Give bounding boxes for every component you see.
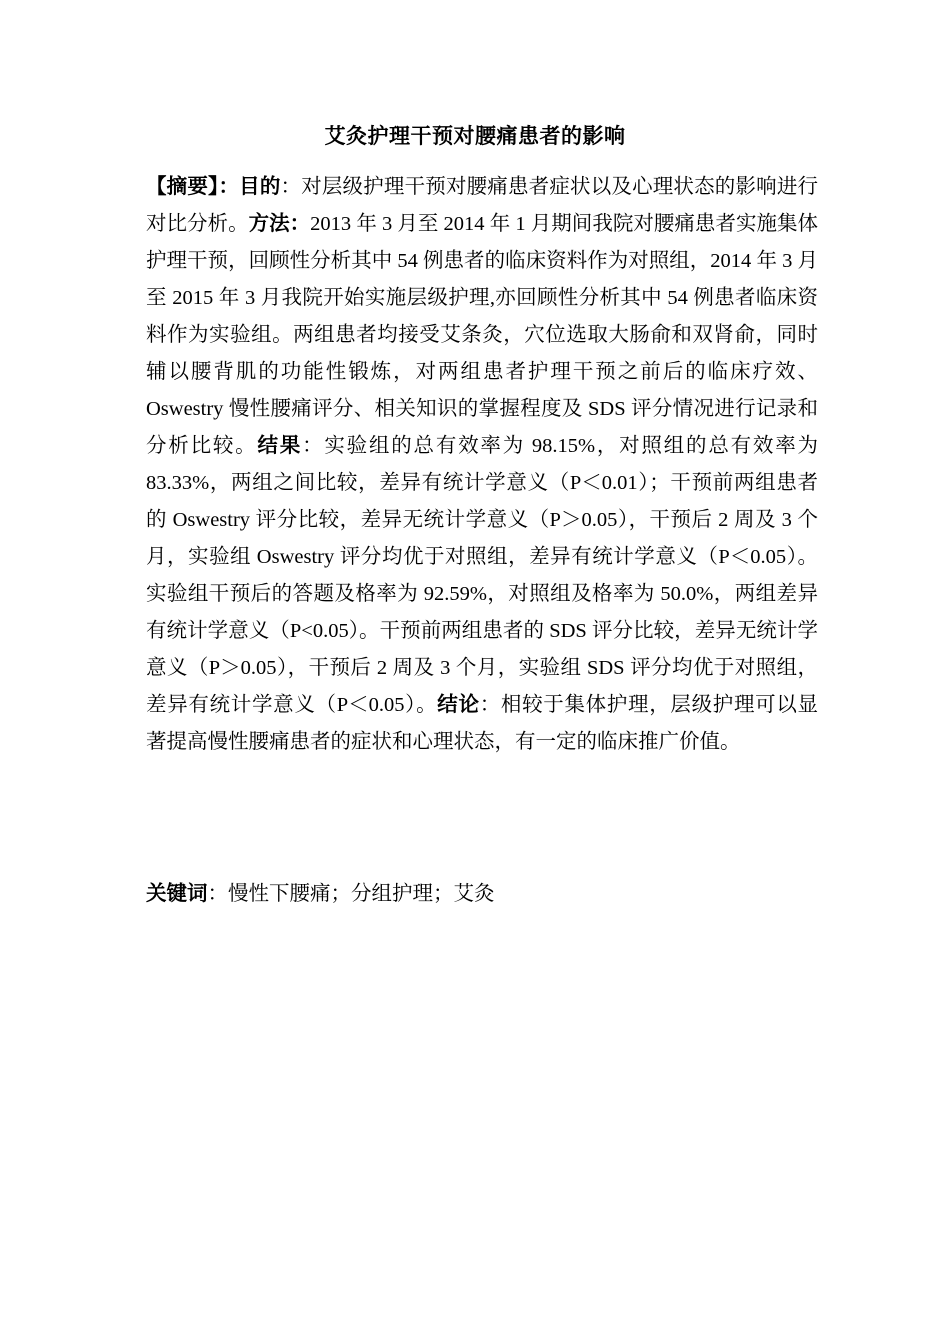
abstract-paragraph: [146, 169, 818, 761]
document-title: 艾灸护理干预对腰痛患者的影响: [324, 124, 626, 148]
purpose-label: 目的: [239, 176, 281, 198]
purpose-text: ：对层级护理干预对腰痛患者症状以及心理状态的影响进行对比分析。: [146, 176, 819, 235]
keywords-line: [146, 876, 818, 913]
result-text: ：实验组的总有效率为 98.15%，对照组的总有效率为 83.33%，两组之间比较，差异有统计学意义（P＜0.01）；干预前两组患者的 Oswestry 评分比较，差异无统计学意义（P＞0.05），干预后 2 周及 3 个月，实验组 Oswestry 评分均优于对照组，差异有统计学意义（P＜0.05）。实验组干预后的答题及格率为 92.59%，对照组及格率为 50.0%，两组差异有统计学意义（P<0.05）。干预前两组患者的 SDS 评分比较，差异无统计学意义（P＞0.05），干预后 2 周及 3 个月，实验组 SDS 评分均优于对照组，差异有统计学意义（P＜0.05）。: [146, 435, 819, 716]
result-label: 结果: [257, 435, 303, 457]
method-text: 2013 年 3 月至 2014 年 1 月期间我院对腰痛患者实施集体护理干预，回顾性分析其中 54 例患者的临床资料作为对照组，2014 年 3 月至 2015 年 3 月我院开始实施层级护理,亦回顾性分析其中 54 例患者临床资料作为实验组。两组患者均接受艾条灸，穴位选取大肠俞和双肾俞，同时辅以腰背肌的功能性锻炼，对两组患者护理干预之前后的临床疗效、Oswestry 慢性腰痛评分、相关知识的掌握程度及 SDS 评分情况进行记录和分析比较。: [146, 213, 819, 457]
keywords-label: 关键词: [146, 883, 208, 905]
conclusion-text: ：相较于集体护理，层级护理可以显著提高慢性腰痛患者的症状和心理状态，有一定的临床推广价值。: [146, 694, 819, 753]
abstract-label: 【摘要】：: [146, 176, 240, 198]
method-label: 方法：: [248, 213, 311, 235]
keywords-text: ：慢性下腰痛；分组护理；艾灸: [207, 883, 495, 905]
conclusion-label: 结论: [437, 694, 480, 716]
